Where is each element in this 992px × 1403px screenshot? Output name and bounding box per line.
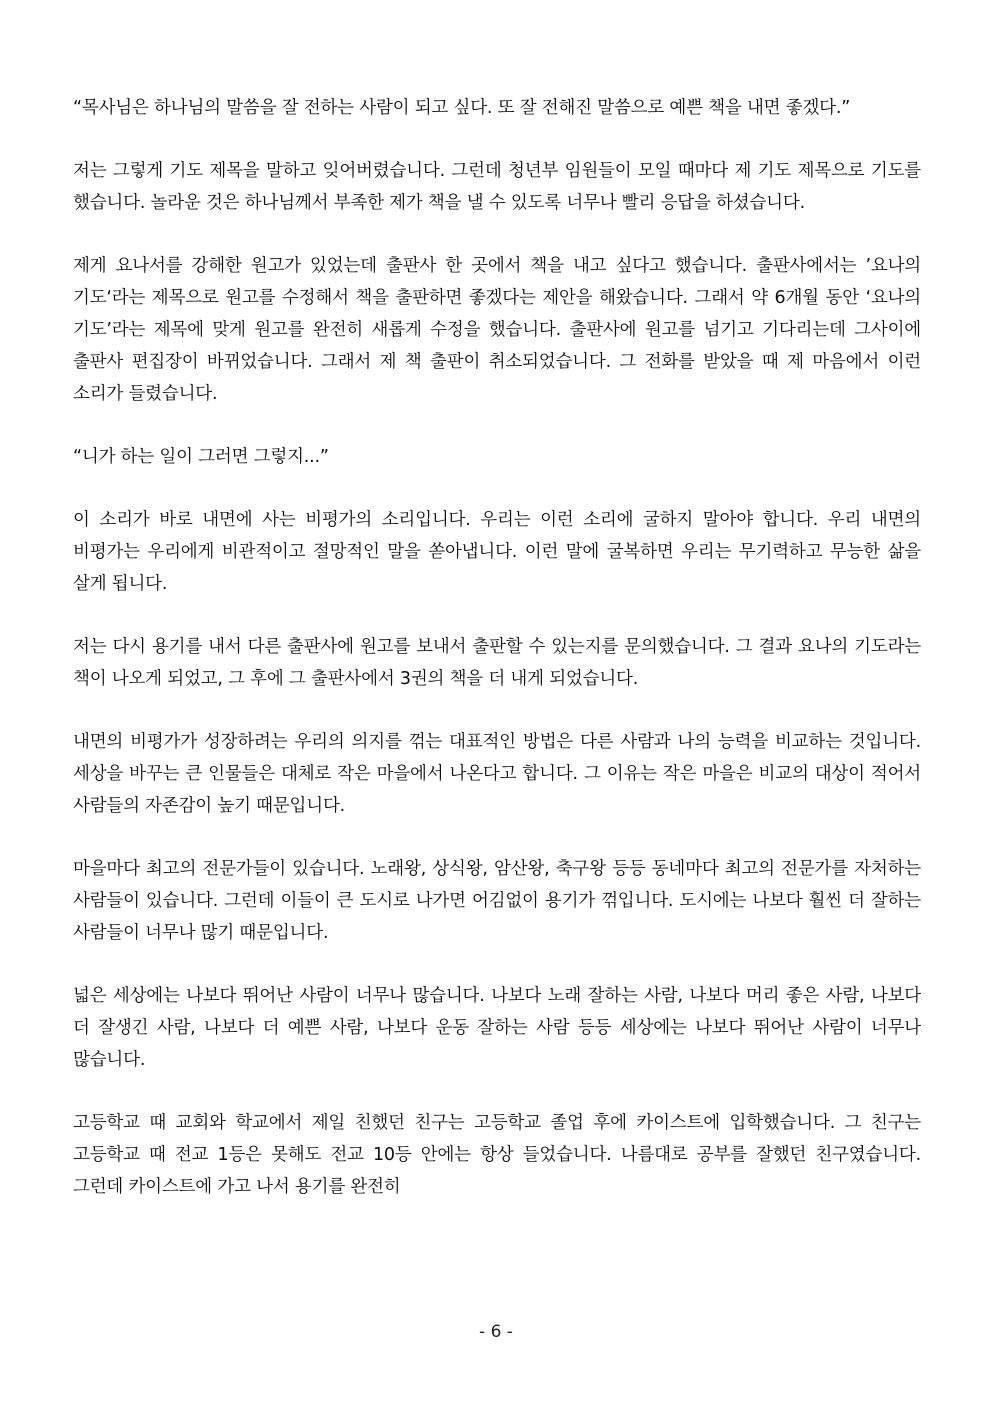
paragraph-1: “목사님은 하나님의 말씀을 잘 전하는 사람이 되고 싶다. 또 잘 전해진 말씀으로 예쁜 책을 내면 좋겠다.”: [73, 98, 851, 118]
paragraph-4: “니가 하는 일이 그러면 그렇지...”: [73, 447, 329, 467]
paragraph-10: 고등학교 때 교회와 학교에서 제일 친했던 친구는 고등학교 졸업 후에 카이스트에 입학했습니다. 그 친구는 고등학교 때 전교 1등은 못해도 전교 10등 안에는 항상 들었습니다. 나름대로 공부를 잘했던 친구였습니다. 그런데 카이스트에 가고 나서 용기를 완전히: [73, 1113, 921, 1197]
paragraph-3: 제게 요나서를 강해한 원고가 있었는데 출판사 한 곳에서 책을 내고 싶다고 했습니다. 출판사에서는 ’요나의 기도‘라는 제목으로 원고를 수정해서 책을 출판하면 좋겠다는 제안을 해왔습니다. 그래서 약 6개월 동안 ‘요나의 기도’라는 제목에 맞게 원고를 완전히 새롭게 수정을 했습니다. 출판사에 원고를 넘기고 기다리는데 그사이에 출판사 편집장이 바뀌었습니다. 그래서 제 책 출판이 취소되었습니다. 그 전화를 받았을 때 제 마음에서 이런 소리가 들렸습니다.: [73, 256, 921, 404]
paragraph-9: 넓은 세상에는 나보다 뛰어난 사람이 너무나 많습니다. 나보다 노래 잘하는 사람, 나보다 머리 좋은 사람, 나보다 더 잘생긴 사람, 나보다 더 예쁜 사람, 나보다 운동 잘하는 사람 등등 세상에는 나보다 뛰어난 사람이 너무나 많습니다.: [73, 986, 921, 1070]
page-body: [73, 92, 921, 1234]
paragraph-2: 저는 그렇게 기도 제목을 말하고 잊어버렸습니다. 그런데 청년부 임원들이 모일 때마다 제 기도 제목으로 기도를 했습니다. 놀라운 것은 하나님께서 부족한 제가 책을 낼 수 있도록 너무나 빨리 응답을 하셨습니다.: [73, 161, 921, 213]
paragraph-5: 이 소리가 바로 내면에 사는 비평가의 소리입니다. 우리는 이런 소리에 굴하지 말아야 합니다. 우리 내면의 비평가는 우리에게 비관적이고 절망적인 말을 쏟아냅니다. 이런 말에 굴복하면 우리는 무기력하고 무능한 삶을 살게 됩니다.: [73, 510, 921, 594]
paragraph-7: 내면의 비평가가 성장하려는 우리의 의지를 꺾는 대표적인 방법은 다른 사람과 나의 능력을 비교하는 것입니다. 세상을 바꾸는 큰 인물들은 대체로 작은 마을에서 나온다고 합니다. 그 이유는 작은 마을은 비교의 대상이 적어서 사람들의 자존감이 높기 때문입니다.: [73, 732, 921, 816]
paragraph-6: 저는 다시 용기를 내서 다른 출판사에 원고를 보내서 출판할 수 있는지를 문의했습니다. 그 결과 요나의 기도라는 책이 나오게 되었고, 그 후에 그 출판사에서 3권의 책을 더 내게 되었습니다.: [73, 637, 921, 689]
page-number: - 6 -: [479, 1322, 513, 1342]
paragraph-8: 마을마다 최고의 전문가들이 있습니다. 노래왕, 상식왕, 암산왕, 축구왕 등등 동네마다 최고의 전문가를 자처하는 사람들이 있습니다. 그런데 이들이 큰 도시로 나가면 어김없이 용기가 꺾입니다. 도시에는 나보다 훨씬 더 잘하는 사람들이 너무나 많기 때문입니다.: [73, 859, 921, 943]
